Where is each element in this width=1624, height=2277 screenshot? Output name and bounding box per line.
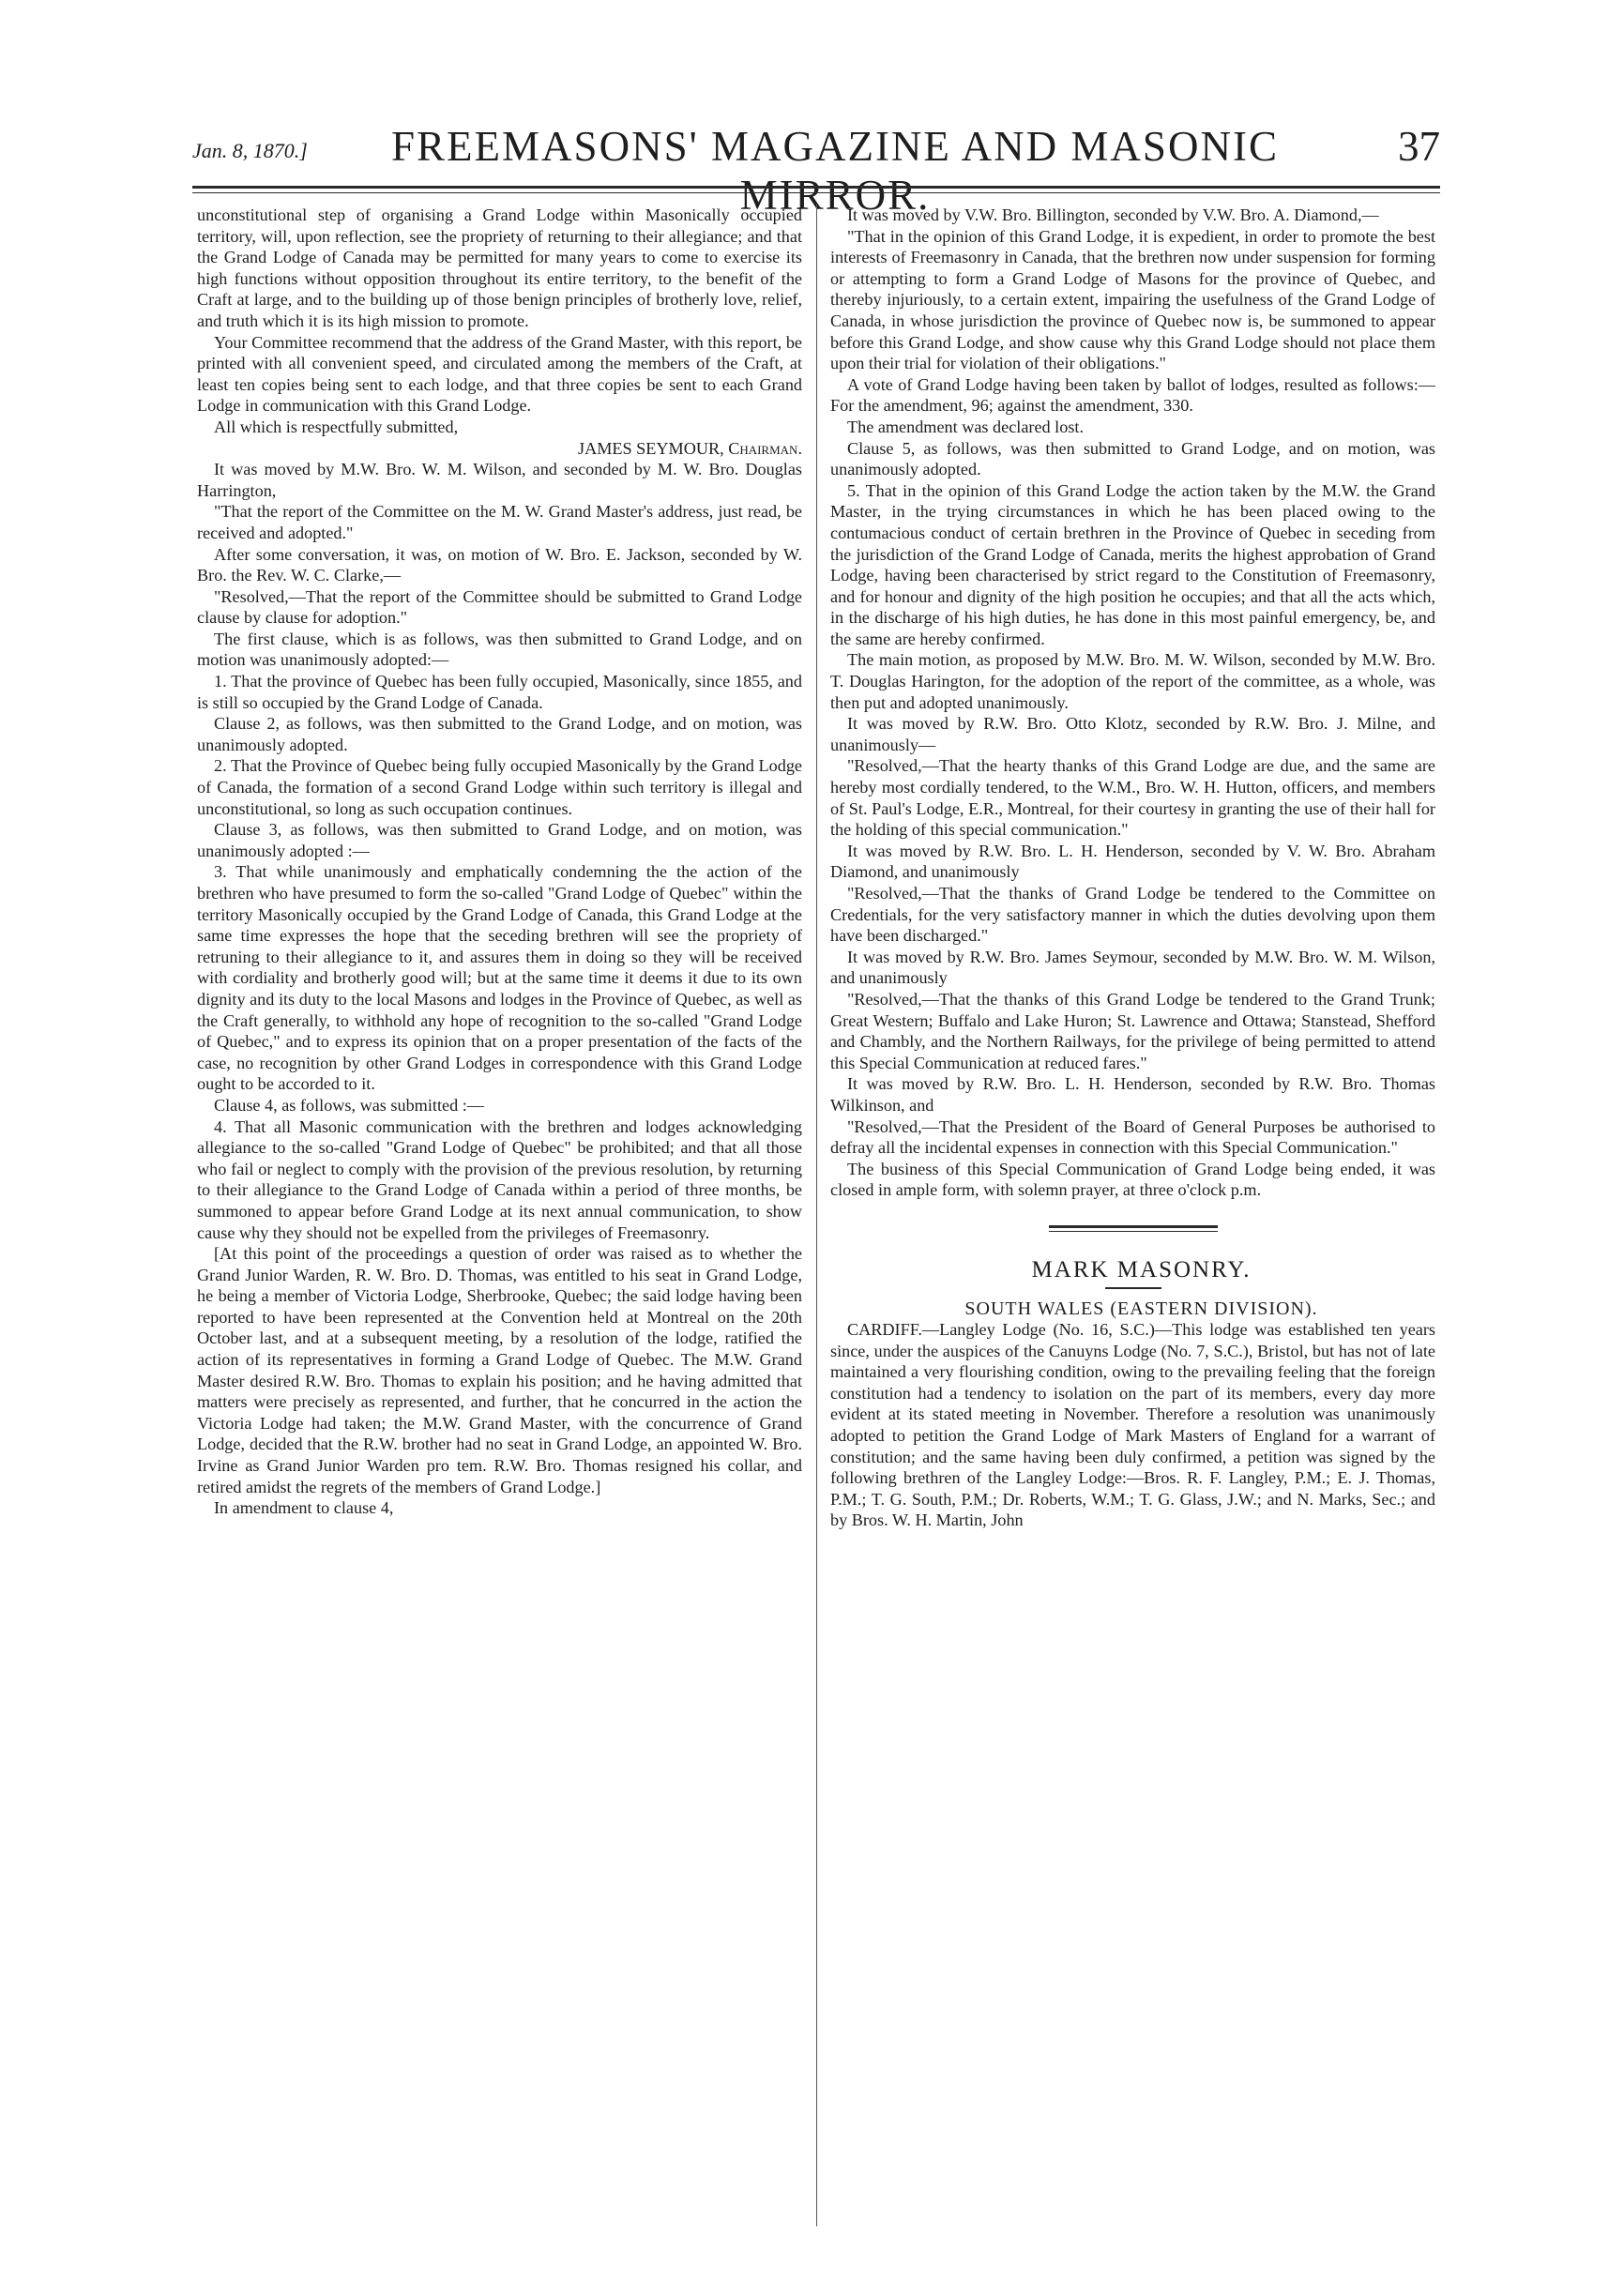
paragraph: The main motion, as proposed by M.W. Bro. M. W. Wilson, seconded by M.W. Bro. T. Douglas Harington, for the adoption of the report of the committee, as a whole, was then put and adopted unanimously. (830, 650, 1435, 712)
left-column (197, 205, 802, 1519)
signature: JAMES SEYMOUR, Chairman. (578, 438, 802, 458)
paragraph: The first clause, which is as follows, was then submitted to Grand Lodge, and on motion was unanimously adopted:— (197, 629, 802, 670)
section-separator (1049, 1225, 1218, 1228)
page-number: 37 (1398, 123, 1440, 170)
header-rule-thick (192, 186, 1440, 189)
magazine-title: FREEMASONS' MAGAZINE AND MASONIC MIRROR. (391, 123, 1279, 219)
paragraph: It was moved by M.W. Bro. W. M. Wilson, and seconded by M. W. Bro. Douglas Harrington, (197, 460, 802, 500)
paragraph: "That in the opinion of this Grand Lodge, it is expedient, in order to promote the best interests of Freemasonry in Canada, that the brethren now under suspension for forming or attempting to form a Grand Lodge of Masons for the province of Quebec, and thereby injuriously, to a certain extent, impairing the usefulness of the Grand Lodge of Canada, in whose jurisdiction the province of Quebec now is, be summoned to appear before this Grand Lodge, and show cause why this Grand Lodge should not place them upon their trial for violation of their obligations." (830, 226, 1435, 373)
paragraph: 1. That the province of Quebec has been fully occupied, Masonically, since 1855, and is still so occupied by the Grand Lodge of Canada. (197, 672, 802, 712)
paragraph: In amendment to clause 4, (214, 1498, 394, 1518)
paragraph: It was moved by R.W. Bro. L. H. Henderson, seconded by R.W. Bro. Thomas Wilkinson, and (830, 1074, 1435, 1115)
section-separator-thin (1049, 1231, 1218, 1232)
paragraph: "That the report of the Committee on the M. W. Grand Master's address, just read, be received and adopted." (197, 502, 802, 542)
paragraph: The business of this Special Communication of Grand Lodge being ended, it was closed in ample form, with solemn prayer, at three o'clock p.m. (830, 1159, 1435, 1200)
paragraph: "Resolved,—That the President of the Board of General Purposes be authorised to defray all the incidental expenses in connection with this Special Communication." (830, 1116, 1435, 1158)
paragraph: Clause 4, as follows, was submitted :— (214, 1095, 484, 1115)
paragraph: "Resolved,—That the thanks of Grand Lodge be tendered to the Committee on Credentials, for the very satisfactory manner in which the duties devolving upon them have been discharged." (830, 884, 1435, 946)
paragraph: A vote of Grand Lodge having been taken by ballot of lodges, resulted as follows:—For the amendment, 96; against the amendment, 330. (830, 374, 1435, 416)
paragraph: 4. That all Masonic communication with the brethren and lodges acknowledging allegiance to the so-called "Grand Lodge of Quebec" be prohibited; and that all those who fail or neglect to comply with the provision of the previous resolution, by returning to their allegiance to the Grand Lodge of Canada within a period of three months, be summoned to appear before Grand Lodge at its next annual communication, to show cause why they should not be expelled from the privileges of Freemasonry. (197, 1116, 802, 1242)
paragraph: It was moved by R.W. Bro. Otto Klotz, seconded by R.W. Bro. J. Milne, and unanimously— (830, 714, 1435, 754)
paragraph: Clause 5, as follows, was then submitted to Grand Lodge, and on motion, was unanimously adopted. (830, 438, 1435, 479)
column-divider (816, 205, 817, 2226)
paragraph: "Resolved,—That the thanks of this Grand Lodge be tendered to the Grand Trunk; Great Western; Buffalo and Lake Huron; St. Lawrence and Ottawa; Stanstead, Shefford and Chambly, and the Northern Railways, for the privilege of being permitted to attend this Special Communication at reduced fares." (830, 989, 1435, 1072)
paragraph: unconstitutional step of organising a Grand Lodge within Masonically occupied territory, will, upon reflection, see the propriety of returning to their allegiance; and that the Grand Lodge of Canada may be permitted for many years to come to exercise its high functions without opposition throughout its entire territory, to the benefit of the Craft at large, and to the building up of those benign principles of brotherly love, relief, and truth which it is its high mission to promote. (197, 205, 802, 330)
paragraph: Clause 2, as follows, was then submitted to the Grand Lodge, and on motion, was unanimously adopted. (197, 714, 802, 754)
paragraph: It was moved by V.W. Bro. Billington, seconded by V.W. Bro. A. Diamond,— (847, 205, 1379, 224)
paragraph: All which is respectfully submitted, (214, 417, 459, 436)
paragraph: It was moved by R.W. Bro. James Seymour, seconded by M.W. Bro. W. M. Wilson, and unanimously (830, 947, 1435, 988)
paragraph: [At this point of the proceedings a question of order was raised as to whether the Grand Junior Warden, R. W. Bro. D. Thomas, was entitled to his seat in Grand Lodge, he being a member of Victoria Lodge, Sherbrooke, Quebec; the said lodge having been reported to have been represented at the Convention held at Montreal on the 20th October last, and at a subsequent meeting, by a resolution of the lodge, ratified the action of its representatives in forming a Grand Lodge of Quebec. The M.W. Grand Master desired R.W. Bro. Thomas to explain his position; and he having admitted that matters were precisely as represented, and further, that he concurred in the action the Victoria Lodge had taken; the M.W. Grand Master, with the concurrence of Grand Lodge, decided that the R.W. brother had no seat in Grand Lodge, an appointed W. Bro. Irvine as Grand Junior Warden pro tem. R.W. Bro. Thomas resigned his collar, and retired amidst the regrets of the members of Grand Lodge.] (197, 1244, 802, 1496)
heading-rule (1105, 1287, 1161, 1289)
paragraph: 5. That in the opinion of this Grand Lodge the action taken by the M.W. the Grand Master, in the trying circumstances in which he has been placed owing to the contumacious conduct of certain brethren in the Province of Quebec in seceding from the jurisdiction of the Grand Lodge of Canada, merits the highest approbation of Grand Lodge, having been characterised by strict regard to the Constitution of Freemasonry, and for honour and dignity of the high position he occupies; and that all the acts which, in the discharge of his high duties, he has done in this most painful emergency, be, and the same are hereby confirmed. (830, 480, 1435, 648)
paragraph: "Resolved,—That the report of the Committee should be submitted to Grand Lodge clause by clause for adoption." (197, 586, 802, 628)
paragraph: Your Committee recommend that the address of the Grand Master, with this report, be printed with all convenient speed, and circulated among the members of the Craft, at least ten copies being sent to each lodge, and that three copies be sent to each Grand Lodge in communication with this Grand Lodge. (197, 332, 802, 416)
paragraph: "Resolved,—That the hearty thanks of this Grand Lodge are due, and the same are hereby most cordially tendered, to the W.M., Bro. W. H. Hutton, officers, and members of St. Paul's Lodge, E.R., Montreal, for their courtesy in granting the use of their hall for the holding of this special communication." (830, 756, 1435, 840)
paragraph: CARDIFF.—Langley Lodge (No. 16, S.C.)—This lodge was established ten years since, under the auspices of the Canuyns Lodge (No. 7, S.C.), Bristol, but has not of late maintained a very flourishing condition, owing to the prevailing feeling that the foreign constitution had a tendency to isolation on the part of its members, every day more evident at its stated meeting in November. Therefore a resolution was unanimously adopted to petition the Grand Lodge of Mark Masters of England for a warrant of constitution; and the same having been duly confirmed, a petition was signed by the following brethren of the Langley Lodge:—Bros. R. F. Langley, P.M.; E. J. Thomas, P.M.; T. G. South, P.M.; Dr. Roberts, W.M.; T. G. Glass, J.W.; and N. Marks, Sec.; and by Bros. W. H. Martin, John (830, 1320, 1435, 1530)
paragraph: It was moved by R.W. Bro. L. H. Henderson, seconded by V. W. Bro. Abraham Diamond, and unanimously (830, 841, 1435, 882)
right-column (830, 205, 1435, 1531)
header-rule-thin (192, 192, 1440, 193)
paragraph: 2. That the Province of Quebec being fully occupied Masonically by the Grand Lodge of Canada, the formation of a second Grand Lodge within such territory is illegal and unconstitutional, so long as such occupation continues. (197, 756, 802, 818)
paragraph: 3. That while unanimously and emphatically condemning the the action of the brethren who have presumed to form the so-called "Grand Lodge of Quebec" within the territory Masonically occupied by the Grand Lodge of Canada, this Grand Lodge at the same time expresses the hope that the seceding brethren will see the propriety of retruning to their allegiance to it, and assures them in doing so they will be received with cordiality and brotherly good will; but at the same time it deems it due to its own dignity and its duty to the local Masons and lodges in the Province of Quebec, as well as the Craft generally, to withhold any hope of recognition to the so-called "Grand Lodge of Quebec," and to express its opinion that on a proper presentation of the facts of the case, no recognition by other Grand Lodges in correspondence with this Grand Lodge ought to be accorded to it. (197, 862, 802, 1094)
paragraph: After some conversation, it was, on motion of W. Bro. E. Jackson, seconded by W. Bro. the Rev. W. C. Clarke,— (197, 544, 802, 585)
section-subheading: SOUTH WALES (EASTERN DIVISION). (964, 1298, 1318, 1319)
issue-date: Jan. 8, 1870.] (192, 139, 308, 162)
paragraph: Clause 3, as follows, was then submitted to Grand Lodge, and on motion, was unanimously adopted :— (197, 820, 802, 860)
paragraph: The amendment was declared lost. (847, 417, 1085, 436)
section-heading: MARK MASONRY. (1031, 1256, 1252, 1283)
